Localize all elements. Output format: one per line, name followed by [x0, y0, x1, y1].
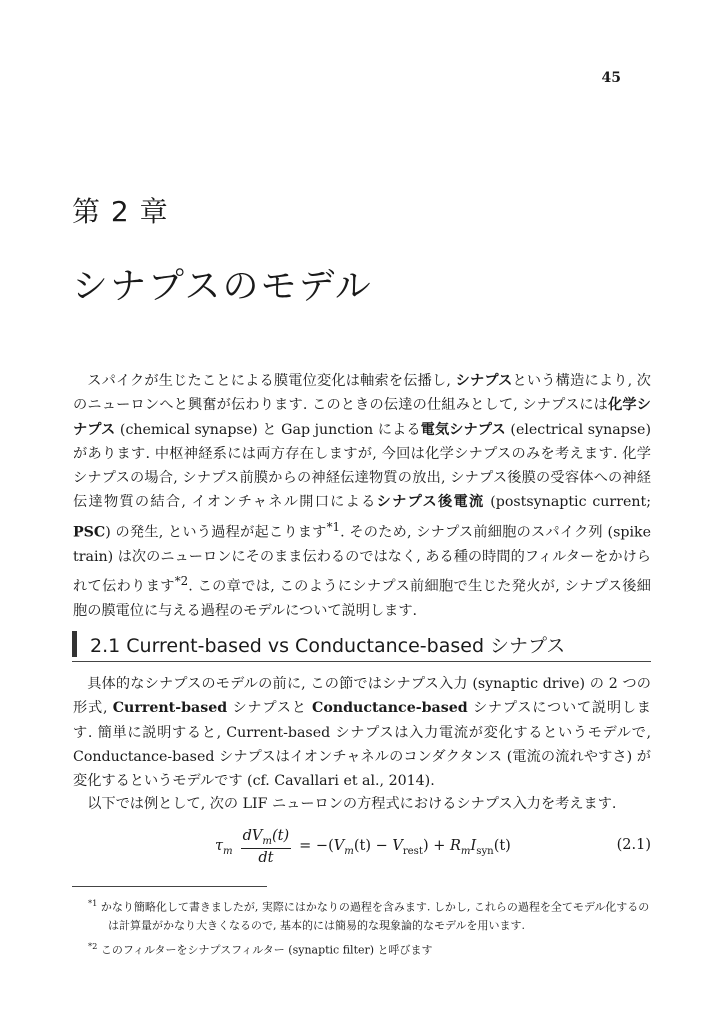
term-psc-jp: シナプス後電流: [376, 494, 485, 511]
section-paragraph-1: 具体的なシナプスのモデルの前に, この節ではシナプス入力 (synaptic drive) の 2 つの形式, Current-based シナプスと Conductance-based シナプスについて説明します. 簡単に説明すると, Current-based シナプスは入力電流が変化するというモデルで, Conductance-based シナプスはイオンチャネルのコンダクタンス (電流の流れやすさ) が変化するというモデルです (cf. Cavallari et al., 2014).: [73, 676, 651, 790]
section-heading: [72, 627, 651, 662]
equation-fraction: $\frac{dV_m(t)}{dt}$: [242, 828, 290, 866]
equation-2-1: [73, 822, 651, 872]
term-current-based: Current-based: [112, 700, 228, 717]
footnote-1: $^{*1}$ かなり簡略化して書きましたが, 実際にはかなりの過程を含みます. しかし, これらの過程を全てモデル化するのは計算量がかなり大きくなるので, 基本的には簡易的な現象論的なモデルを用います.: [88, 898, 650, 932]
term-psc: PSC: [73, 524, 106, 541]
chapter-label: 第 2 章: [72, 195, 169, 228]
section-title: 2.1 Current-based vs Conductance-based シナプス: [90, 635, 566, 657]
footnote-ref-1[interactable]: *1: [326, 519, 341, 534]
term-chemical-synapse: 化学シナプス: [73, 397, 651, 438]
chapter-title: シナプスのモデル: [72, 266, 373, 307]
section-bar: [72, 631, 77, 657]
equation-number: (2.1): [616, 837, 651, 853]
footnote-2: $^{*2}$ このフィルターをシナプスフィルター (synaptic filter) と呼びます: [88, 940, 433, 957]
term-conductance-based: Conductance-based: [312, 700, 468, 717]
term-electrical-synapse: 電気シナプス: [420, 421, 506, 438]
section-paragraph-2: 以下では例として, 次の LIF ニューロンの方程式におけるシナプス入力を考えます.: [87, 796, 617, 812]
footnote-ref-2[interactable]: *2: [174, 574, 189, 589]
footnote-divider: [72, 886, 267, 887]
term-synapse: シナプス: [455, 373, 513, 389]
page-number: 45: [601, 70, 621, 86]
intro-paragraph: スパイクが生じたことによる膜電位変化は軸索を伝播し, シナプスという構造により, 次のニューロンへと興奮が伝わります. このときの伝達の仕組みとして, シナプスには化学シナプス (chemical synapse) と Gap junction による電気シナプス (electrical synapse) があります. 中枢神経系には両方存在しますが, 今回は化学シナプスのみを考えます. 化学シナプスの場合, シナプス前膜からの神経伝達物質の放出, シナプス後膜の受容体への神経伝達物質の結合, イオンチャネル開口によるシナプス後電流 (postsynaptic current; PSC) の発生, という過程が起こります$^{*1}$. そのため, シナプス前細胞のスパイク列 (spike train) は次のニューロンにそのまま伝わるのではなく, ある種の時間的フィルターをかけられて伝わります$^{*2}$. この章では, このようにシナプス前細胞で生じた発火が, シナプス後細胞の膜電位に与える過程のモデルについて説明します.: [73, 373, 652, 620]
footnotes: [88, 894, 654, 961]
equation-body: $\tau_m$ $\frac{dV_m(t)}{dt}$ = $-(V_m(t) - V_{rest}) + R_mI_{syn}(t)$: [215, 828, 511, 866]
